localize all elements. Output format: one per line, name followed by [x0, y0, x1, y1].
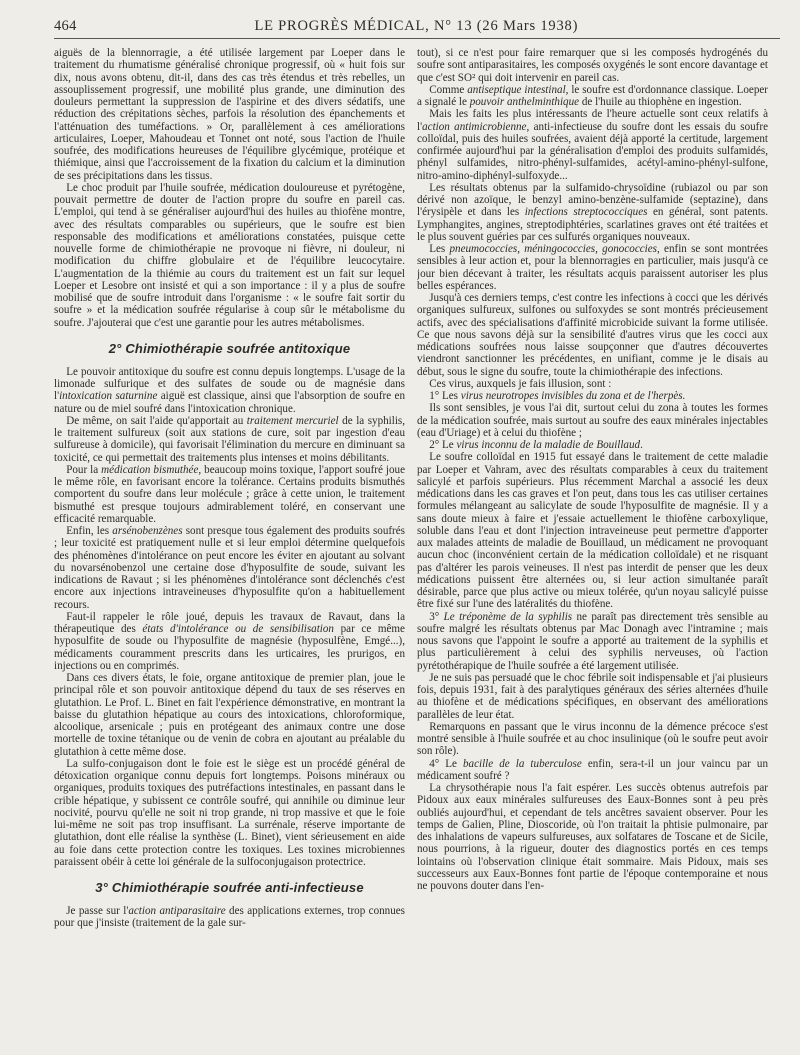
- paragraph: Remarquons en passant que le virus inconnu de la démence précoce s'est montré sensible à l'huile soufrée et au choc insulinique (où le soufre peut avoir son rôle).: [417, 720, 768, 758]
- journal-title: LE PROGRÈS MÉDICAL, N° 13 (26 Mars 1938): [254, 18, 579, 34]
- paragraph: Comme antiseptique intestinal, le soufre est d'ordonnance classique. Loeper a signalé le pouvoir anthelminthique de l'huile au thiophène en ingestion.: [417, 83, 768, 108]
- paragraph: Le pouvoir antitoxique du soufre est connu depuis longtemps. L'usage de la limonade sulfurique et des sulfates de soude ou de magnésie dans l'intoxication saturnine aiguë est classique, ainsi que l'absorption de soufre en nature ou de miel soufré dans l'intoxication chronique.: [54, 365, 405, 415]
- paragraph: Je passe sur l'action antiparasitaire des applications externes, trop connues pour que j'insiste (traitement de la gale sur-: [54, 905, 405, 930]
- paragraph: Le choc produit par l'huile soufrée, médication douloureuse et pyrétogène, pouvait permettre de douter de l'action propre du soufre en pareil cas. L'emploi, qui tend à se généraliser aujourd'hui des huiles au thiofène montre, avec des résultats comparables ou supérieurs, que le soufre est bien responsable des modifications et améliorations constatées, puisque cette nouvelle forme de chimiothérapie ne provoque ni fièvre, ni douleur, ni modification du chiffre globulaire et de l'équilibre leucocytaire. L'augmentation de la thiémie au cours du traitement est un fait sur lequel Loeper et Lesobre ont insisté et qui a son importance : il y a plus de soufre mobilisé que de soufre introduit dans l'organisme : « le soufre fait sortir du soufre » et la médication soufrée régularise à coup sûr le métabolisme du soufre. J'ajouterai que c'est une garantie pour les autres métabolismes.: [54, 181, 405, 329]
- running-header: [54, 18, 780, 39]
- paragraph: La sulfo-conjugaison dont le foie est le siège est un procédé général de détoxication organique connu depuis fort longtemps. Poisons minéraux ou organiques, produits toxiques des putréfactions intestinales, en passant dans le crible hépatique, y subissent ce contrôle soufré, qui annihile ou diminue leur nocivité, pourvu qu'elle ne soit ni trop grande, ni trop massive et que le foie lui-même ne soit pas trop insuffisant. La surrénale, réserve importante de glutathion, dont elle réalise la synthèse (L. Binet), vient sérieusement en aide au foie dans cette protection contre les toxiques. Les toxines microbiennes paraissent obéir à cette loi générale de la sulfoconjugaison protectrice.: [54, 757, 405, 868]
- paragraph: tout), si ce n'est pour faire remarquer que si les composés hydrogénés du soufre sont antiparasitaires, les composés oxygénés le sont encore davantage et que c'est SO² qui doit intervenir en pareil cas.: [417, 47, 768, 84]
- paragraph: Les résultats obtenus par la sulfamido-chrysoïdine (rubiazol ou par son dérivé non azoïque, le benzyl amino-benzène-sulfamide (septazine), dans l'érysipèle et dans les infections streptococciques en général, sont patents. Lymphangites, angines, streptodiphtéries, scarlatines graves ont été traitées et le plus souvent guéries par ces sulfurés organiques nouveaux.: [417, 181, 768, 243]
- text-columns: [54, 47, 780, 1047]
- paragraph: Enfin, les arsénobenzènes sont presque tous également des produits soufrés ; leur toxicité est pratiquement nulle et si leur emploi détermine quelquefois des phénomènes d'intolérance on peut encore les éviter en ajoutant au solvant du novarsénobenzol une certaine dose d'hyposulfite de soude, suivant les indications de Ravaut ; si les phénomènes d'intolérance sont déclenchés c'est encore aux injections intraveineuses d'hyposulfite qu'on a habituellement recours.: [54, 525, 405, 611]
- paragraph: Dans ces divers états, le foie, organe antitoxique de premier plan, joue le principal rôle et son pouvoir antitoxique dépend du taux de ses réserves en glutathion. Le Prof. L. Binet en fait l'expérience démonstrative, en montrant la baisse du glutathion hépatique au cours des intoxications, chloroformique, alcoolique, arsenicale ; puis en protégeant des animaux contre une dose mortelle de toxine tétanique ou de venin de cobra en ajoutant au préalable du glutathion à cette même dose.: [54, 672, 405, 758]
- section-heading-anti-infectieuse: 3° Chimiothérapie soufrée anti-infectieuse: [95, 880, 364, 895]
- paragraph: La chrysothérapie nous l'a fait espérer. Les succès obtenus autrefois par Pidoux aux eaux minérales sulfureuses des Eaux-Bonnes sont à peu près oubliés aujourd'hui, et cependant de tels ancêtres savaient observer. Pour les temps de Galien, Pline, Dioscoride, où l'on traitait la phtisie pulmonaire, par des inhalations de vapeurs sulfureuses, aux solfatares de Toscane et de Sicile, nous pourrions, à la rigueur, douter des diagnostics portés en ces temps lointains où l'observation clinique était sommaire. Mais Pidoux, mais ses successeurs aux Eaux-Bonnes font partie de l'époque contemporaine et nous ne pouvons douter dans l'en-: [417, 782, 768, 892]
- section-heading-antitoxique: 2° Chimiothérapie soufrée antitoxique: [108, 340, 351, 356]
- paragraph: Les pneumococcies, méningococcies, gonococcies, enfin se sont montrées sensibles à leur action et, pour la blennorragies en particulier, mais jusqu'à ce jour bien décevant à traiter, les résultats acquis paraissent autoriser les plus belles espérances.: [417, 243, 768, 292]
- paragraph: Ces virus, auxquels je fais illusion, sont :: [429, 377, 612, 390]
- paragraph: Je ne suis pas persuadé que le choc fébrile soit indispensable et j'ai plusieurs fois, depuis 1931, fait à des paralytiques généraux des séries alternées d'huile au thiofène et de médications spécifiques, en observant des améliorations parallèles de leur état.: [417, 671, 768, 721]
- paragraph: Le soufre colloïdal en 1915 fut essayé dans le traitement de cette maladie par Loeper et Vahram, avec des résultats comparables à ceux du traitement salicylé et parfois supérieurs. Plus récemment Marchal a associé les deux médications dans les cas graves et l'on peut, dans tous les cas utiliser certaines formules mélangeant au salicylate de soude l'hyposulfite de magnésie. Il y a sans doute mieux à faire et j'essaie actuellement le thiofène carboxylique, soluble dans l'eau et dont l'injection intraveineuse peut permettre d'apporter aux malades atteints de maladie de Bouillaud, un médicament ne provoquant aucun choc (inconvénient certain de la médication colloïdale) et ne risquant pas d'altérer les parois veineuses. Il n'est pas interdit de penser que les deux médications puissent être alternées ou, si leur action simultanée paraît désirable, parce que plus active ou mieux tolérée, qu'un noyau salicylé puisse être fixé sur l'une des latéralités du thiofène.: [417, 451, 768, 611]
- page-number: 464: [54, 18, 77, 34]
- paragraph: De même, on sait l'aide qu'apportait au traitement mercuriel de la syphilis, le traitement sulfureux (soit aux stations de cure, soit par ingestion d'eau sulfureuse à domicile), qui favorisait l'élimination du mercure en diminuant sa toxicité, ce qui permettait des traitements plus intenses et moins débilitants.: [54, 414, 405, 464]
- paragraph: Pour la médication bismuthée, beaucoup moins toxique, l'apport soufré joue le même rôle, en favorisant encore la tolérance. Certains produits bismuthés comportent du soufre dans leur molécule ; grâce à cette union, le traitement bismuthé est presque toujours admirablement toléré, en conservant une efficacité remarquable.: [54, 463, 405, 525]
- right-column: [417, 47, 768, 1047]
- paragraph: Faut-il rappeler le rôle joué, depuis les travaux de Ravaut, dans la thérapeutique des états d'intolérance ou de sensibilisation par ce même hyposulfite de soude ou l'hyposulfite de magnésie (hyposulfène, Emgé...), médicaments couramment prescrits dans les urticaires, les prurigos, en injections ou en comprimés.: [54, 610, 405, 672]
- paragraph: 1° Les virus neurotropes invisibles du zona et de l'herpès.: [429, 390, 686, 402]
- left-column: [54, 47, 405, 1047]
- paragraph: Mais les faits les plus intéressants de l'heure actuelle sont ceux relatifs à l'action antimicrobienne, anti-infectieuse du soufre dont les essais du soufre colloïdal, puis des huiles soufrées, avaient déjà apporté la certitude, largement confirmée aujourd'hui par la généralisation d'emploi des produits sulfamidés, phényl sulfamides, nitro-phényl-sulfamides, acétyl-amino-phényl-sulfone, nitro-amino-diphényl-sulfoxyde...: [417, 108, 768, 182]
- paragraph: Jusqu'à ces derniers temps, c'est contre les infections à cocci que les dérivés organiques sulfureux, sulfones ou sulfoxydes se sont montrés précieusement actifs, avec des spécialisations d'affinité microbicide suivant la forme utilisée. Ce que nous savons déjà sur la sensibilité d'autres virus que les cocci aux médications soufrées nous laisse soupçonner que d'autres découvertes viendront sanctionner les précédentes, en unifiant, comme je le disais au début, sous le signe du soufre, toute la chimiothérapie des infections.: [417, 292, 768, 378]
- paragraph: Ils sont sensibles, je vous l'ai dit, surtout celui du zona à toutes les formes de la médication soufrée, mais surtout au soufre des eaux minérales injectables (eau d'Uriage) et à celui du thiofène ;: [417, 402, 768, 439]
- paragraph: 2° Le virus inconnu de la maladie de Bouillaud.: [429, 439, 643, 451]
- paragraph: aiguës de la blennorragie, a été utilisée largement par Loeper dans le traitement du rhumatisme généralisé chronique progressif, où « huit fois sur dix, nous avons obtenu, dit-il, dans des cas très étendus et très rebelles, un assouplissement progressif, une mobilité plus grande, une diminution des douleurs permettant la suppression de l'aspirine et des divers sédatifs, une réduction des crépitations sèches, parfois la résolution des épanchements et l'atténuation des tuméfactions. » Or, parallèlement à ces améliorations articulaires, Loeper, Mahoudeau et Tonnet ont noté, sous l'action de l'huile soufrée, des modifications heureuses de l'équilibre glycémique, protéique et thiémique, ainsi que l'accroissement de la fixation du calcium et la diminution de ses précipitations dans les tissus.: [54, 47, 405, 182]
- paragraph: 3° Le tréponème de la syphilis ne paraît pas directement très sensible au soufre malgré les résultats obtenus par Mac Donagh avec l'intramine ; mais nous savons que l'appoint le soufre a apporté au traitement de la syphilis et plus particulièrement à celui des syphilis nerveuses, où l'action pyrétothérapique de l'huile soufrée a été largement utilisée.: [417, 610, 768, 672]
- paragraph: 4° Le bacille de la tuberculose enfin, sera-t-il un jour vaincu par un médicament soufré ?: [417, 757, 768, 782]
